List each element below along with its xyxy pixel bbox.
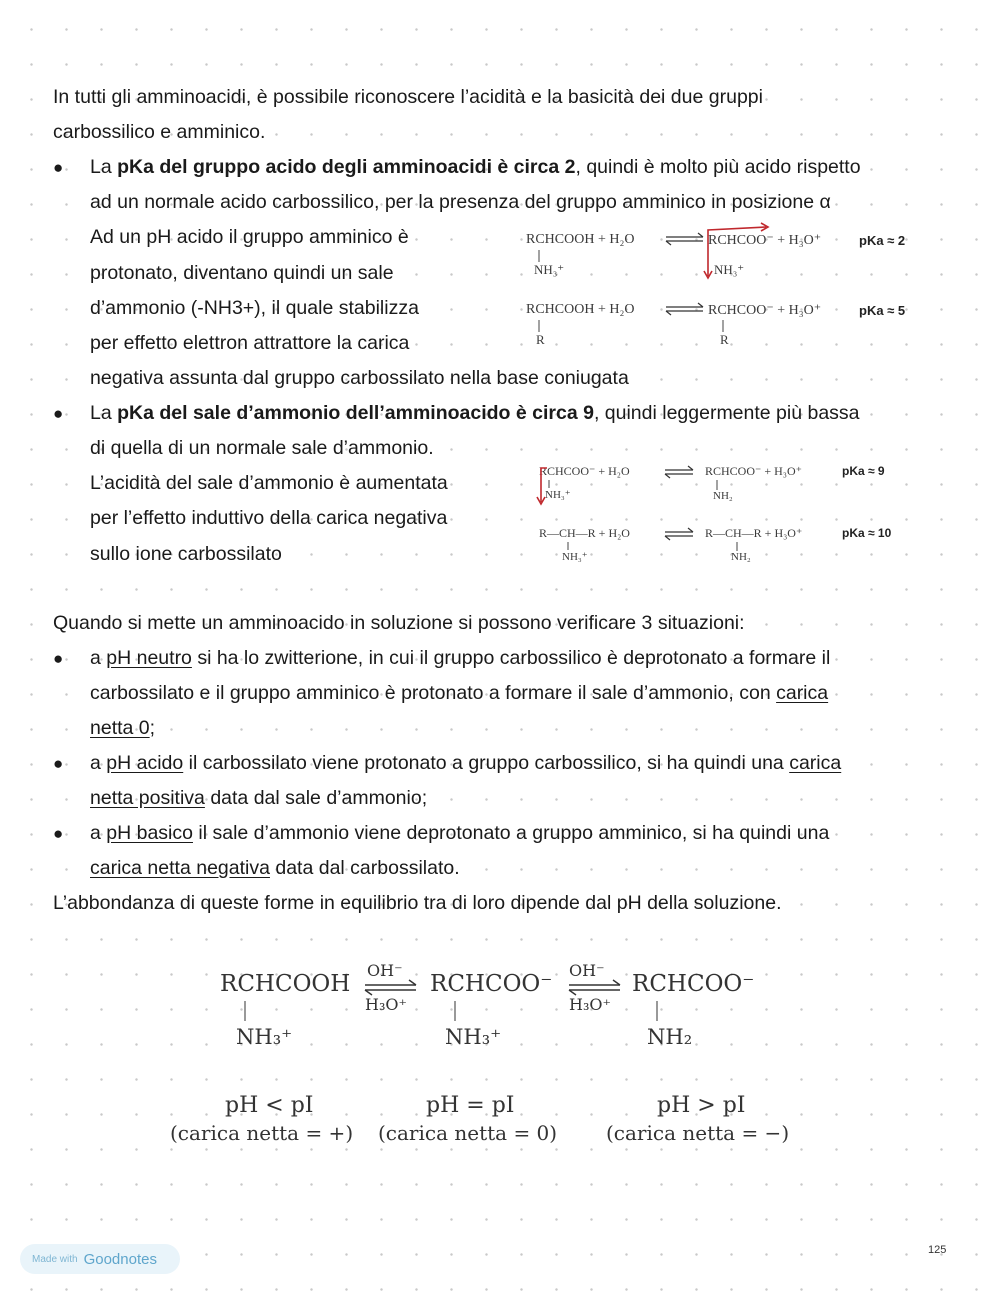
electron-arrow-icon bbox=[704, 223, 768, 278]
bullet-2-line-4: per l’effetto induttivo della carica negativa bbox=[90, 507, 448, 529]
fig3-condition-1-charge: (carica netta = +) bbox=[170, 1121, 354, 1145]
b1-post: , quindi è molto più acido rispetto bbox=[575, 156, 861, 178]
b1-pre: La bbox=[90, 156, 118, 178]
s2-underline-carica: carica bbox=[789, 752, 842, 774]
s1-pre: a bbox=[90, 647, 107, 669]
s2-l2-post: data dal sale d’ammonio; bbox=[204, 787, 428, 809]
fig3-species-3-top: RCHCOO⁻ bbox=[632, 971, 755, 997]
fig1-r2-right-sub: R bbox=[720, 332, 729, 347]
equilibrium-arrow-icon bbox=[365, 980, 416, 995]
fig3-species-1-top: RCHCOOH bbox=[220, 971, 351, 997]
bullet-1-line-2: ad un normale acido carbossilico, per la presenza del gruppo amminico in posizione α bbox=[90, 191, 831, 213]
situation-2-marker: ● bbox=[53, 754, 64, 773]
situation-2-line-1 bbox=[90, 751, 841, 775]
fig2-r1-right: RCHCOO⁻ + H₃O⁺ bbox=[705, 464, 802, 478]
s1-l2-pre: carbossilato e il gruppo amminico è protonato a formare il sale d’ammonio, con bbox=[90, 682, 777, 704]
bullet-1-marker: ● bbox=[53, 158, 64, 177]
b2-pre: La bbox=[90, 402, 118, 424]
s2-post: il carbossilato viene protonato a gruppo carbossilico, si ha quindi una bbox=[183, 752, 790, 774]
s2-underline-netta-positiva: netta positiva bbox=[90, 787, 205, 809]
made-with-label: Made with bbox=[32, 1253, 78, 1265]
s1-underline-netta-0: netta 0 bbox=[90, 717, 150, 739]
bullet-2-line-1 bbox=[90, 401, 860, 425]
fig1-r1-right: RCHCOO⁻ + H₃O⁺ bbox=[708, 233, 822, 248]
zwitterion-equilibrium-figure bbox=[160, 955, 820, 1155]
b1-bold: pKa del gruppo acido degli amminoacidi è circa 2 bbox=[117, 156, 576, 178]
fig3-arrow-1-bot: H₃O⁺ bbox=[365, 995, 407, 1014]
situation-1-line-1 bbox=[90, 646, 830, 670]
bullet-2-line-5: sullo ione carbossilato bbox=[90, 543, 282, 565]
fig3-species-2-bot: NH₃⁺ bbox=[445, 1025, 502, 1049]
situation-1-line-3 bbox=[90, 716, 155, 740]
s3-post: il sale d’ammonio viene deprotonato a gruppo amminico, si ha quindi una bbox=[192, 822, 830, 844]
fig1-r2-left-sub: R bbox=[536, 332, 545, 347]
bullet-1-line-5: d’ammonio (-NH3+), il quale stabilizza bbox=[90, 297, 419, 319]
bullet-1-line-3: Ad un pH acido il gruppo amminico è bbox=[90, 226, 409, 248]
intro-line-2: carbossilico e amminico. bbox=[53, 121, 266, 143]
fig1-r1-left-sub: NH₃⁺ bbox=[534, 262, 565, 277]
situations-outro: L’abbondanza di queste forme in equilibrio tra di loro dipende dal pH della soluzione. bbox=[53, 892, 782, 914]
fig1-r2-pka: pKa ≈ 5 bbox=[859, 303, 906, 318]
s3-underline-carica-netta-negativa: carica netta negativa bbox=[90, 857, 270, 879]
fig1-r1-pka: pKa ≈ 2 bbox=[859, 233, 906, 248]
fig1-r2-right: RCHCOO⁻ + H₃O⁺ bbox=[708, 303, 822, 318]
fig3-drawing bbox=[160, 955, 820, 1155]
bullet-1-line-1 bbox=[90, 155, 861, 179]
s2-underline-ph-acido: pH acido bbox=[106, 752, 184, 774]
goodnotes-logo: Goodnotes bbox=[83, 1250, 157, 1268]
fig2-r1-right-sub: NH₂ bbox=[713, 490, 733, 502]
bullet-1-line-6: per effetto elettron attrattore la carica bbox=[90, 332, 410, 354]
fig3-condition-3-ph: pH > pI bbox=[657, 1093, 746, 1118]
fig1-r2-left: RCHCOOH + H₂O bbox=[526, 302, 635, 317]
fig2-r1-left: RCHCOO⁻ + H₂O bbox=[539, 464, 630, 478]
b2-post: , quindi leggermente più bassa bbox=[593, 402, 860, 424]
fig2-drawing bbox=[535, 458, 915, 573]
situation-2-line-2 bbox=[90, 786, 427, 810]
fig2-r2-left-sub: NH₃⁺ bbox=[562, 551, 588, 563]
fig3-arrow-2-top: OH⁻ bbox=[569, 961, 605, 980]
fig1-drawing bbox=[520, 222, 920, 352]
fig2-r1-pka: pKa ≈ 9 bbox=[842, 464, 885, 478]
fig1-r1-right-sub: NH₃⁺ bbox=[714, 262, 745, 277]
bullet-1-line-7: negativa assunta dal gruppo carbossilato nella base coniugata bbox=[90, 367, 629, 389]
reaction-figure-pka2 bbox=[520, 222, 920, 352]
situation-1-line-2 bbox=[90, 681, 828, 705]
situation-1-marker: ● bbox=[53, 649, 64, 668]
goodnotes-badge[interactable] bbox=[20, 1244, 180, 1274]
fig3-arrow-2-bot: H₃O⁺ bbox=[569, 995, 611, 1014]
fig3-species-2-top: RCHCOO⁻ bbox=[430, 971, 553, 997]
b2-bold: pKa del sale d’ammonio dell’amminoacido è circa 9 bbox=[117, 402, 594, 424]
bullet-2-line-2: di quella di un normale sale d’ammonio. bbox=[90, 437, 434, 459]
s2-pre: a bbox=[90, 752, 107, 774]
s3-pre: a bbox=[90, 822, 107, 844]
bullet-1-line-4: protonato, diventano quindi un sale bbox=[90, 262, 394, 284]
fig3-species-1-bot: NH₃⁺ bbox=[236, 1025, 293, 1049]
fig3-species-3-bot: NH₂ bbox=[647, 1025, 693, 1049]
fig1-r1-left: RCHCOOH + H₂O bbox=[526, 232, 635, 247]
fig3-condition-2-charge: (carica netta = 0) bbox=[378, 1121, 558, 1145]
fig3-arrow-1-top: OH⁻ bbox=[367, 961, 403, 980]
situations-intro: Quando si mette un amminoacido in soluzione si possono verificare 3 situazioni: bbox=[53, 612, 745, 634]
equilibrium-arrow-icon bbox=[665, 466, 693, 540]
page-number: 125 bbox=[928, 1244, 947, 1256]
s1-underline-carica: carica bbox=[776, 682, 829, 704]
situation-3-line-2 bbox=[90, 856, 460, 880]
fig2-r1-left-sub: NH₃⁺ bbox=[545, 489, 571, 501]
reaction-figure-pka9 bbox=[535, 458, 915, 573]
fig2-r2-left: R—CH—R + H₂O bbox=[539, 526, 630, 540]
fig3-condition-3-charge: (carica netta = −) bbox=[606, 1121, 790, 1145]
equilibrium-arrow-icon bbox=[569, 980, 620, 995]
bullet-2-marker: ● bbox=[53, 404, 64, 423]
s1-underline-ph-neutro: pH neutro bbox=[106, 647, 192, 669]
s1-post: si ha lo zwitterione, in cui il gruppo carbossilico è deprotonato a formare il bbox=[191, 647, 831, 669]
fig2-r2-right-sub: NH₂ bbox=[731, 551, 751, 563]
situation-3-line-1 bbox=[90, 821, 829, 845]
s3-underline-ph-basico: pH basico bbox=[106, 822, 193, 844]
s3-l2-post: data dal carbossilato. bbox=[269, 857, 460, 879]
situation-3-marker: ● bbox=[53, 824, 64, 843]
bullet-2-line-3: L’acidità del sale d’ammonio è aumentata bbox=[90, 472, 448, 494]
fig3-condition-1-ph: pH < pI bbox=[225, 1093, 314, 1118]
equilibrium-arrow-icon bbox=[666, 233, 703, 315]
s1-l3-post: ; bbox=[149, 717, 156, 739]
fig2-r2-right: R—CH—R + H₃O⁺ bbox=[705, 526, 803, 540]
fig3-condition-2-ph: pH = pI bbox=[426, 1093, 515, 1118]
electron-arrow-icon bbox=[537, 468, 547, 504]
fig2-r2-pka: pKa ≈ 10 bbox=[842, 526, 892, 540]
intro-line-1: In tutti gli amminoacidi, è possibile riconoscere l’acidità e la basicità dei due gruppi bbox=[53, 86, 763, 108]
